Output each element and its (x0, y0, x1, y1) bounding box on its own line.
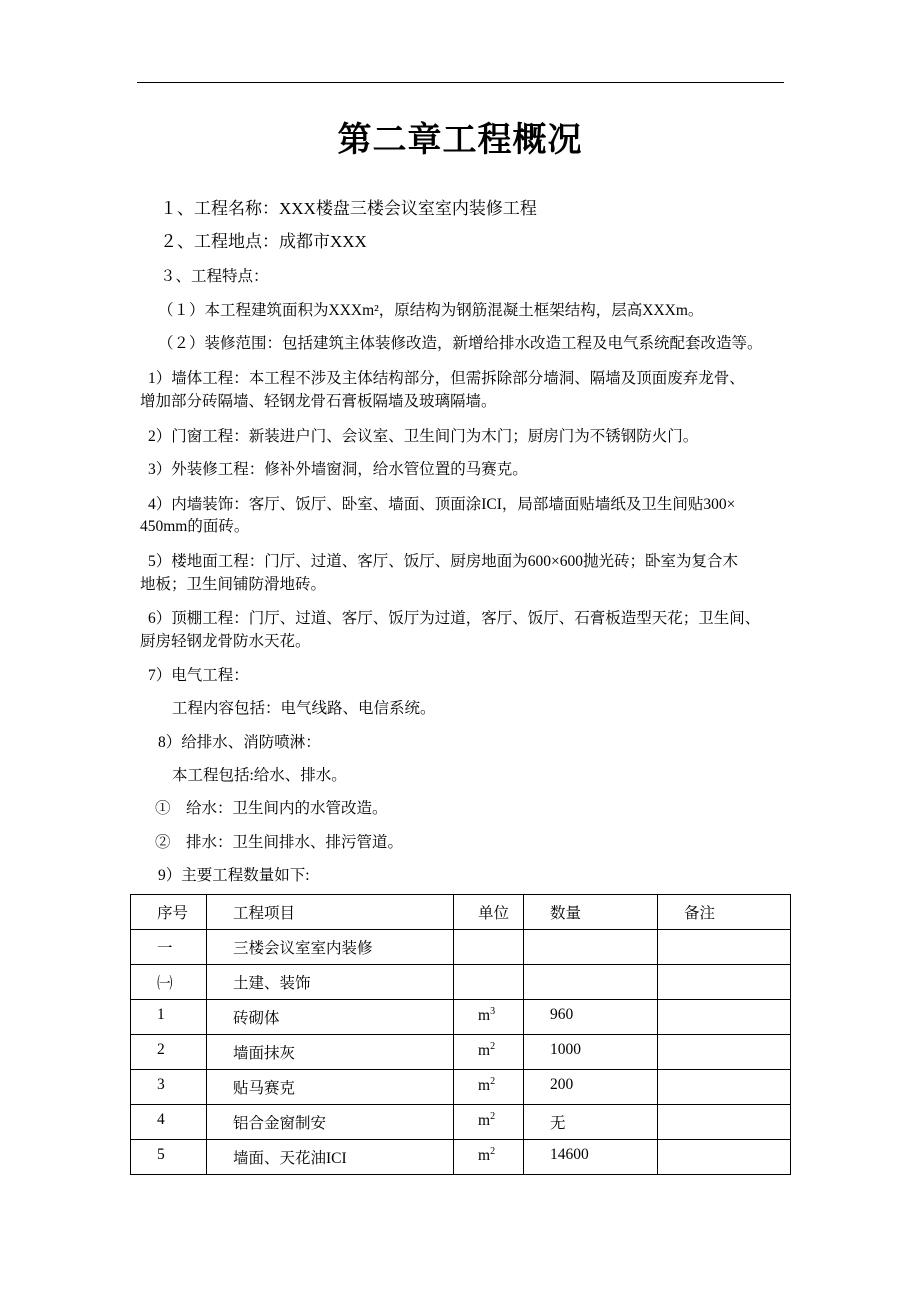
door-window-line: 2）门窗工程：新装进户门、会议室、卫生间门为木门；厨房门为不锈钢防火门。 (148, 428, 699, 445)
row-no: 1 (131, 1000, 207, 1035)
row-qty: 200 (524, 1070, 658, 1105)
row-item: 墙面抹灰 (207, 1035, 454, 1070)
row-item: 三楼会议室室内装修 (207, 930, 454, 965)
quantities-heading: 9）主要工程数量如下: (158, 867, 310, 884)
row-no: 2 (131, 1035, 207, 1070)
row-unit: $m^2$ (454, 1070, 524, 1105)
ceiling-works-line-2: 厨房轻钢龙骨防水天花。 (140, 633, 311, 650)
drainage-line: ② 排水：卫生间排水、排污管道。 (155, 834, 404, 851)
row-qty: 无 (524, 1105, 658, 1140)
table-row (131, 1140, 791, 1175)
project-location-line: ２、工程地点：成都市XXX (160, 232, 367, 251)
row-unit (454, 965, 524, 1000)
table-row (131, 1035, 791, 1070)
row-note (658, 1035, 791, 1070)
exterior-line: 3）外装修工程：修补外墙窗洞，给水管位置的马赛克。 (148, 461, 528, 478)
row-unit: $m^2$ (454, 1105, 524, 1140)
wall-works-line-1: 1）墙体工程：本工程不涉及主体结构部分，但需拆除部分墙洞、隔墙及顶面废弃龙骨、 (148, 370, 745, 387)
row-qty (524, 930, 658, 965)
table-row (131, 965, 791, 1000)
table-row (131, 930, 791, 965)
row-note (658, 1105, 791, 1140)
feature-2-line: （２）装修范围：包括建筑主体装修改造，新增给排水改造工程及电气系统配套改造等。 (158, 335, 763, 352)
row-qty (524, 965, 658, 1000)
plumbing-heading: 8）给排水、消防喷淋： (158, 734, 321, 751)
row-qty: 1000 (524, 1035, 658, 1070)
row-unit (454, 930, 524, 965)
project-name-line: １、工程名称：XXX楼盘三楼会议室室内装修工程 (160, 199, 537, 218)
row-no: 5 (131, 1140, 207, 1175)
row-unit: $m^2$ (454, 1140, 524, 1175)
row-no: 一 (131, 930, 207, 965)
row-no: 3 (131, 1070, 207, 1105)
header-rule (137, 82, 784, 83)
table-header-row (131, 895, 791, 930)
interior-wall-line-2: 450mm的面砖。 (140, 518, 250, 535)
header-cell: 备注 (658, 895, 791, 930)
header-cell: 数量 (524, 895, 658, 930)
interior-wall-line-1: 4）内墙装饰：客厅、饭厅、卧室、墙面、顶面涂ICI，局部墙面贴墙纸及卫生间贴300× (148, 496, 736, 513)
row-note (658, 965, 791, 1000)
row-item: 墙面、天花油ICI (207, 1140, 454, 1175)
row-item: 铝合金窗制安 (207, 1105, 454, 1140)
project-features-heading: ３、工程特点： (160, 268, 269, 285)
electrical-content: 工程内容包括：电气线路、电信系统。 (172, 700, 436, 717)
quantities-table (130, 894, 791, 1175)
floor-works-line-1: 5）楼地面工程：门厅、过道、客厅、饭厅、厨房地面为600×600抛光砖；卧室为复合木 (148, 553, 738, 570)
header-cell: 序号 (131, 895, 207, 930)
row-qty: 960 (524, 1000, 658, 1035)
table-row (131, 1105, 791, 1140)
row-note (658, 1140, 791, 1175)
row-note (658, 1070, 791, 1105)
row-unit: $m^3$ (454, 1000, 524, 1035)
ceiling-works-line-1: 6）顶棚工程：门厅、过道、客厅、饭厅为过道，客厅、饭厅、石膏板造型天花；卫生间、 (148, 610, 761, 627)
row-qty: 14600 (524, 1140, 658, 1175)
row-item: 贴马赛克 (207, 1070, 454, 1105)
water-supply-line: ① 给水：卫生间内的水管改造。 (155, 800, 388, 817)
table-row (131, 1070, 791, 1105)
wall-works-line-2: 增加部分砖隔墙、轻钢龙骨石膏板隔墙及玻璃隔墙。 (140, 393, 497, 410)
floor-works-line-2: 地板；卫生间铺防滑地砖。 (140, 576, 327, 593)
electrical-heading: 7）电气工程： (148, 667, 249, 684)
feature-1-line: （１）本工程建筑面积为XXXm²，原结构为钢筋混凝土框架结构，层高XXXm。 (158, 302, 704, 319)
header-cell: 工程项目 (207, 895, 454, 930)
row-unit: $m^2$ (454, 1035, 524, 1070)
plumbing-content: 本工程包括:给水、排水。 (172, 767, 347, 784)
row-item: 砖砌体 (207, 1000, 454, 1035)
row-note (658, 1000, 791, 1035)
header-cell: 单位 (454, 895, 524, 930)
row-no: ㈠ (131, 965, 207, 1000)
row-item: 土建、装饰 (207, 965, 454, 1000)
row-note (658, 930, 791, 965)
chapter-title: 第二章工程概况 (337, 120, 583, 160)
table-row (131, 1000, 791, 1035)
row-no: 4 (131, 1105, 207, 1140)
